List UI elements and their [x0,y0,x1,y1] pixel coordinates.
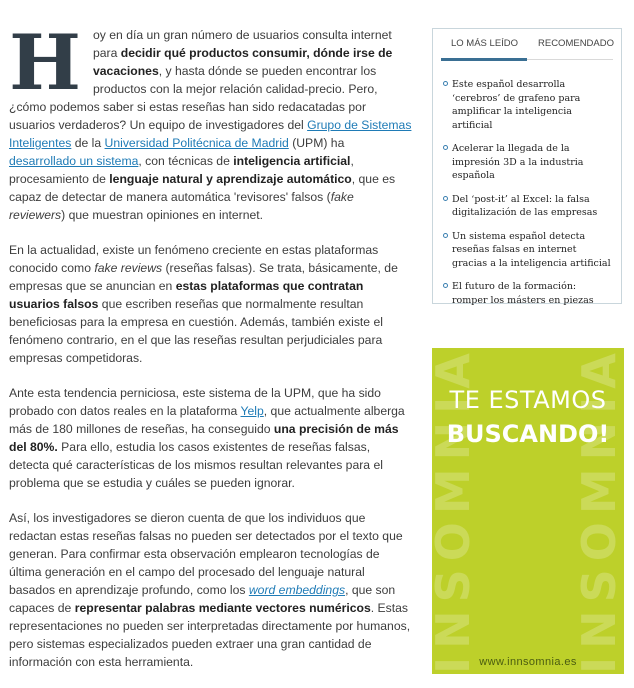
article-body [9,18,412,688]
ad-headline-2: BUSCANDO! [446,420,610,448]
drop-cap: H [9,18,81,107]
list-item[interactable]: Un sistema español detecta reseñas falsas en internet gracias a la inteligencia artificial [443,230,613,271]
link-grupo-sistemas-inteligentes[interactable]: Grupo de Sistemas Inteligentes [9,118,412,150]
most-read-widget [432,28,622,304]
innsomnia-ad-banner[interactable] [426,345,626,674]
link-yelp[interactable]: Yelp [240,404,264,418]
list-item[interactable]: Del ‘post-it’ al Excel: la falsa digitalización de las empresas [443,193,613,220]
most-read-list [433,78,621,307]
widget-tabs [441,29,613,60]
link-desarrollado-sistema[interactable]: desarrollado un sistema [9,154,139,168]
tab-recomendado[interactable]: RECOMENDADO [538,38,615,49]
bullet-icon [443,283,448,288]
ad-headline-1: TE ESTAMOS [449,386,607,414]
bullet-icon [443,145,448,150]
paragraph-2: En la actualidad, existe un fenómeno creciente en estas plataformas conocido como fake reviews (reseñas falsas). Se trata, básicamente, de empresas que se anuncian en estas plataformas que contratan usuarios falsos que escriben reseñas que normalmente resultan beneficiosas para la empresa en cuestión. Además, también existe el fenómeno contrario, en el que las reseñas resultan perjudiciales para empresas competidoras. [9,243,398,365]
tab-mas-leido[interactable]: LO MÁS LEÍDO [451,38,519,49]
ad-url[interactable]: www.innsomnia.es [479,656,577,668]
active-tab-indicator [441,58,527,61]
ad-watermark-right: INSOMNIA [572,345,626,674]
paragraph-1: oy en día un gran número de usuarios consulta internet para decidir qué productos consumir, dónde irse de vacaciones, y hasta dónde se pueden encontrar los productos con la mejor relación calidad-precio. Pero, ¿cómo podemos saber si estas reseñas han sido redacatadas por usuarios verdaderos? Un equipo de investigadores del Grupo de Sistemas Inteligentes de la Universidad Politécnica de Madrid (UPM) ha desarrollado un sistema, con técnicas de inteligencia artificial, procesamiento de lenguaje natural y aprendizaje automático, que es capaz de detectar de manera automática 'revisores' falsos (fake reviewers) que muestran opiniones en internet. [9,28,412,222]
paragraph-3: Ante esta tendencia perniciosa, este sistema de la UPM, que ha sido probado con datos reales en la plataforma Yelp, que actualmente alberga más de 180 millones de reseñas, ha conseguido una precisión de más del 80%. Para ello, estudia los casos existentes de reseñas falsas, detecta qué características de los mismos resultan relevantes para el problema que se estudia y cuáles se pueden ignorar. [9,386,405,490]
bullet-icon [443,81,448,86]
paragraph-4: Así, los investigadores se dieron cuenta de que los individuos que redactan estas reseñas falsas no pueden ser detectados por el texto que generan. Para confirmar esta observación emplearon tecnologías de última generación en el campo del procesado del lenguaje natural basados en aprendizaje profundo, como los word embeddings, que son capaces de representar palabras mediante vectores numéricos. Estas representaciones no pueden ser interpretadas directamente por humanos, pero sistemas especializados pueden extraer una gran cantidad de información con esta herramienta. [9,511,411,669]
list-item[interactable]: Acelerar la llegada de la impresión 3D a la industria española [443,142,613,183]
bullet-icon [443,233,448,238]
list-item[interactable]: Este español desarrolla ‘cerebros’ de grafeno para amplificar la inteligencia artificial [443,78,613,132]
bullet-icon [443,196,448,201]
link-upm[interactable]: Universidad Politécnica de Madrid [104,136,289,150]
list-item[interactable]: El futuro de la formación: romper los másters en piezas [443,280,613,307]
link-word-embeddings[interactable]: word embeddings [248,583,346,597]
ad-watermark-left: INSOMNIA [426,345,480,674]
